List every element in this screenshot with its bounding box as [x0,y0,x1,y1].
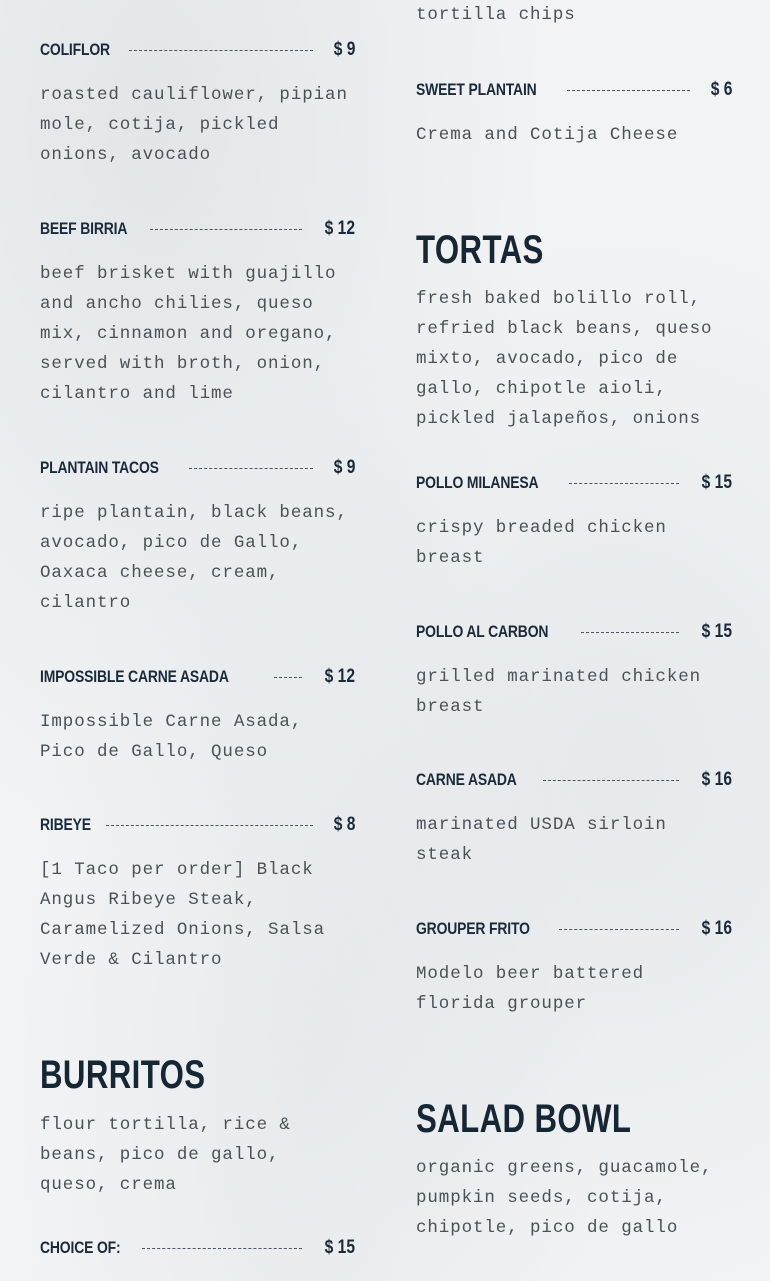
menu-item-price: $ 6 [710,79,732,100]
dotted-leader [543,780,679,781]
dotted-leader [150,229,302,230]
menu-item-impossible-carne-asada [40,665,355,767]
menu-item-description: Modelo beer battered florida grouper [416,964,645,1014]
menu-item-pollo-milanesa [416,471,732,573]
dotted-leader [569,483,679,484]
menu-item-description: Impossible Carne Asada, Pico de Gallo, Queso [40,712,303,762]
menu-item-price: $ 15 [701,621,732,642]
menu-item-name: PLANTAIN TACOS [40,458,159,477]
menu-item-header [40,1236,355,1260]
menu-item-header [40,456,355,480]
dotted-leader [559,929,679,930]
menu-item-price: $ 12 [324,666,355,687]
menu-item-header [40,217,355,241]
section-description-salad-bowl: organic greens, guacamole, pumpkin seeds, cotija, chipotle, pico de gallo [416,1158,713,1238]
menu-item-description: beef brisket with guajillo and ancho chilies, queso mix, cinnamon and oregano, served with broth, onion, cilantro and lime [40,264,337,404]
menu-item-name: CARNE ASADA [416,770,517,789]
menu-item-name: CHOICE OF: [40,1238,121,1257]
menu-item-price: $ 9 [333,39,355,60]
menu-item-header [40,813,355,837]
menu-item-grouper-frito [416,917,732,1019]
menu-item-description: grilled marinated chicken breast [416,667,702,717]
menu-item-name: RIBEYE [40,815,91,834]
dotted-leader [274,677,302,678]
menu-item-pollo-al-carbon [416,620,732,722]
menu-item-description: Crema and Cotija Cheese [416,125,679,145]
dotted-leader [106,825,312,826]
menu-item-price: $ 9 [333,457,355,478]
dotted-leader [567,90,690,91]
section-title-salad-bowl: SALAD BOWL [416,1097,632,1141]
menu-item-description: crispy breaded chicken breast [416,518,667,568]
menu-item-name: IMPOSSIBLE CARNE ASADA [40,667,229,686]
section-description-tortas: fresh baked bolillo roll, refried black beans, queso mixto, avocado, pico de gallo, chipotle aioli, pickled jalapeños, onions [416,289,713,429]
menu-item-choice-of [40,1236,355,1260]
menu-item-header [416,768,732,792]
menu-item-description: roasted cauliflower, pipian mole, cotija, pickled onions, avocado [40,85,348,165]
menu-item-carne-asada [416,768,732,870]
menu-item-name: GROUPER FRITO [416,919,530,938]
menu-item-header [40,665,355,689]
menu-item-header [416,917,732,941]
menu-item-price: $ 12 [324,218,355,239]
menu-item-plantain-tacos [40,456,355,618]
section-title-tortas: TORTAS [416,228,544,272]
menu-item-description: marinated USDA sirloin steak [416,815,667,865]
section-title-burritos: BURRITOS [40,1053,206,1097]
menu-item-price: $ 15 [324,1237,355,1258]
dotted-leader [581,632,679,633]
menu-item-description: tortilla chips [416,5,576,25]
dotted-leader [142,1248,302,1249]
dotted-leader [129,50,312,51]
menu-item-header [416,471,732,495]
menu-item-coliflor [40,38,355,170]
menu-item-description: [1 Taco per order] Black Angus Ribeye Steak, Caramelized Onions, Salsa Verde & Cilantro [40,860,326,970]
menu-item-name: POLLO MILANESA [416,473,539,492]
menu-item-price: $ 16 [701,918,732,939]
menu-item-header [416,78,732,102]
menu-item-ribeye [40,813,355,975]
menu-item-price: $ 15 [701,472,732,493]
menu-item-beef-birria [40,217,355,409]
menu-item-price: $ 16 [701,769,732,790]
menu-item-name: BEEF BIRRIA [40,219,128,238]
menu-item-name: COLIFLOR [40,40,110,59]
menu-item-name: POLLO AL CARBON [416,622,549,641]
section-description-burritos: flour tortilla, rice & beans, pico de gallo, queso, crema [40,1115,291,1195]
menu-item-sweet-plantain [416,78,732,150]
menu-item-description: ripe plantain, black beans, avocado, pico de Gallo, Oaxaca cheese, cream, cilantro [40,503,348,613]
menu-item-price: $ 8 [333,814,355,835]
menu-item-name: SWEET PLANTAIN [416,80,537,99]
dotted-leader [189,468,313,469]
menu-item-header [40,38,355,62]
menu-item-header [416,620,732,644]
